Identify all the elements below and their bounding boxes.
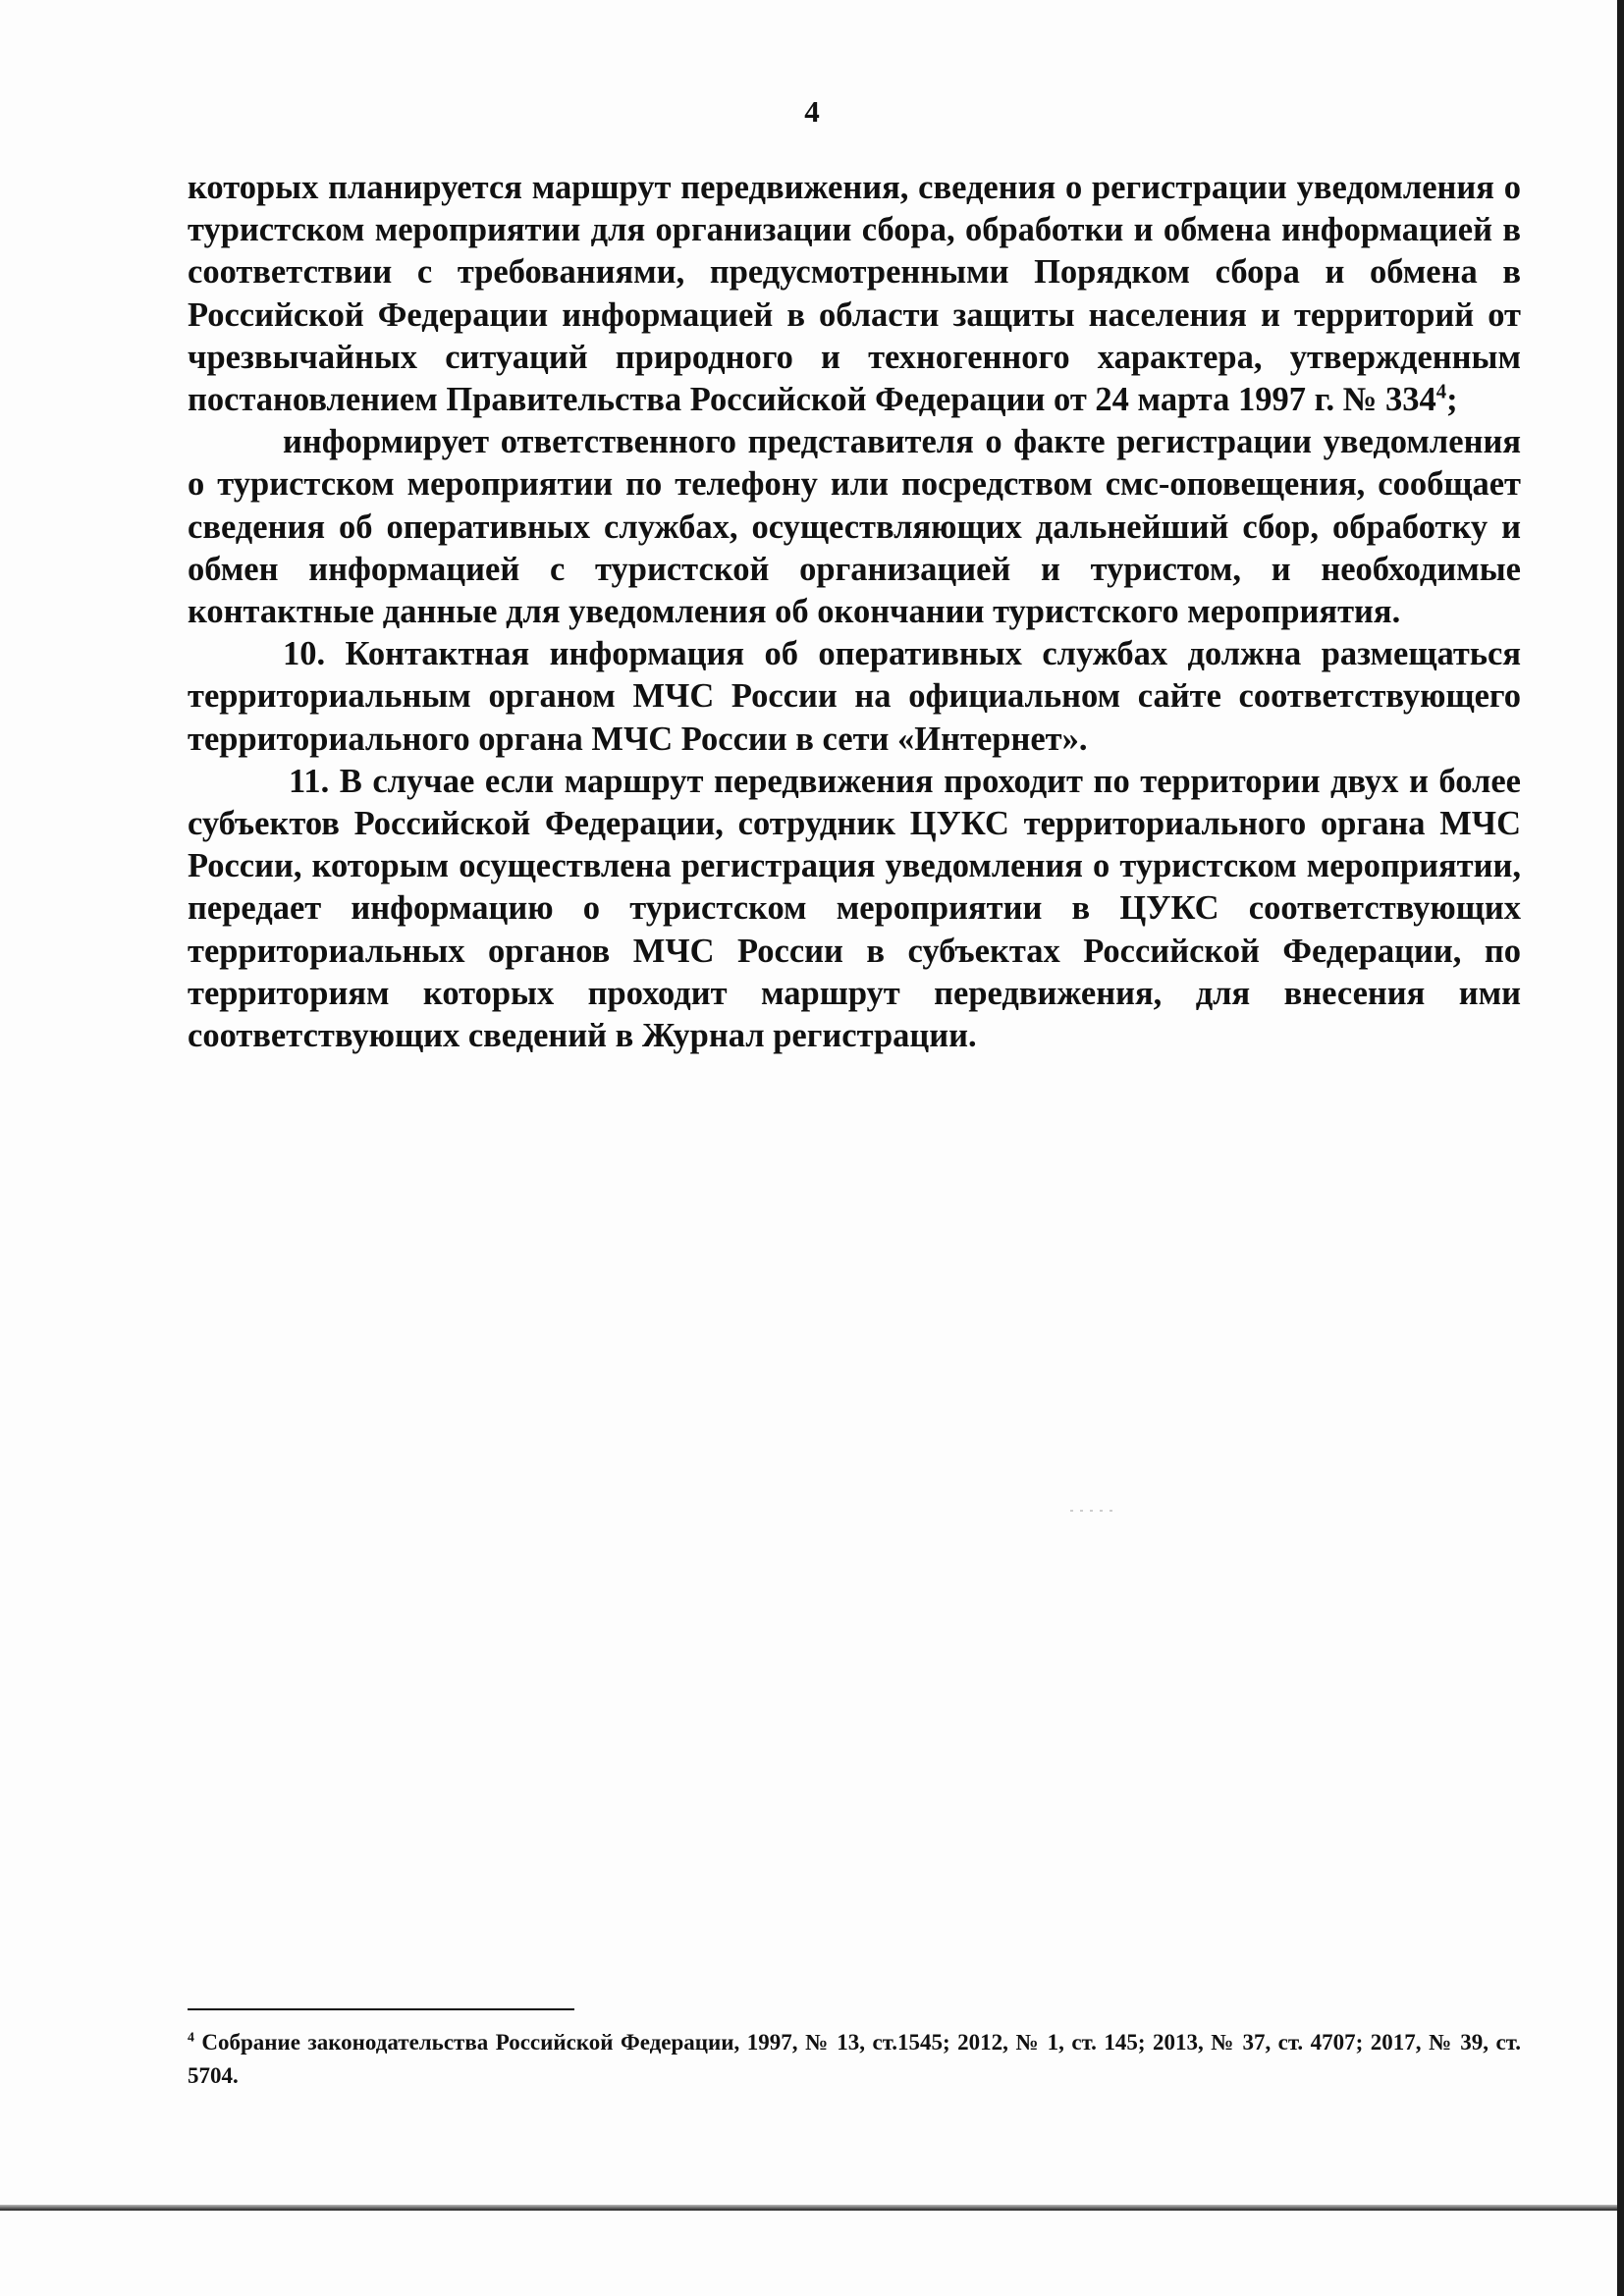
footnote-marker: 4 [188, 2029, 194, 2045]
scan-speckle [1070, 1499, 1139, 1505]
document-body [188, 167, 1521, 1057]
scan-edge-right [1617, 0, 1624, 2296]
scan-edge-bottom [0, 2205, 1624, 2211]
footnote-reference: 4 [1435, 381, 1447, 403]
paragraph-inform: информирует ответственного представителя о факте регистрации уведомления о туристском мероприятии по телефону или посредством смс-оповещения, сообщает сведения об оперативных службах, осуществляющих дальнейший сбор, обработку и обмен информацией с туристской организацией и туристом, и необходимые контактные данные для уведомления об окончании туристского мероприятия. [188, 423, 1521, 631]
paragraph-item-11: 11. В случае если маршрут передвижения проходит по территории двух и более субъектов Российской Федерации, сотрудник ЦУКС территориального органа МЧС России, которым осуществлена регистрация уведомления о туристском мероприятии, передает информацию о туристском мероприятии в ЦУКС соответствующих территориальных органов МЧС России в субъектах Российской Федерации, по территориям которых проходит маршрут передвижения, для внесения ими соответствующих сведений в Журнал регистрации. [188, 762, 1521, 1055]
paragraph-text: которых планируется маршрут передвижения, сведения о регистрации уведомления о туристском мероприятии для организации сбора, обработки и обмена информацией в соответствии с требованиями, предусмотренными Порядком сбора и обмена в Российской Федерации информацией в области защиты населения и территорий от чрезвычайных ситуаций природного и техногенного характера, утвержденным постановлением Правительства Российской Федерации от 24 марта 1997 г. № 334 [188, 169, 1521, 419]
paragraph-item-10: 10. Контактная информация об оперативных службах должна размещаться территориальным органом МЧС России на официальном сайте соответствующего территориального органа МЧС России в сети «Интернет». [188, 635, 1521, 758]
footnote-text: Собрание законодательства Российской Федерации, 1997, № 13, ст.1545; 2012, № 1, ст. 145; 2013, № 37, ст. 4707; 2017, № 39, ст. 5704. [188, 2030, 1522, 2088]
footnote [188, 2026, 1521, 2093]
footnote-separator [188, 2008, 574, 2010]
paragraph-continuation [188, 167, 1521, 421]
page-number: 4 [804, 94, 820, 129]
footnote-reference-suffix: ; [1446, 381, 1458, 419]
